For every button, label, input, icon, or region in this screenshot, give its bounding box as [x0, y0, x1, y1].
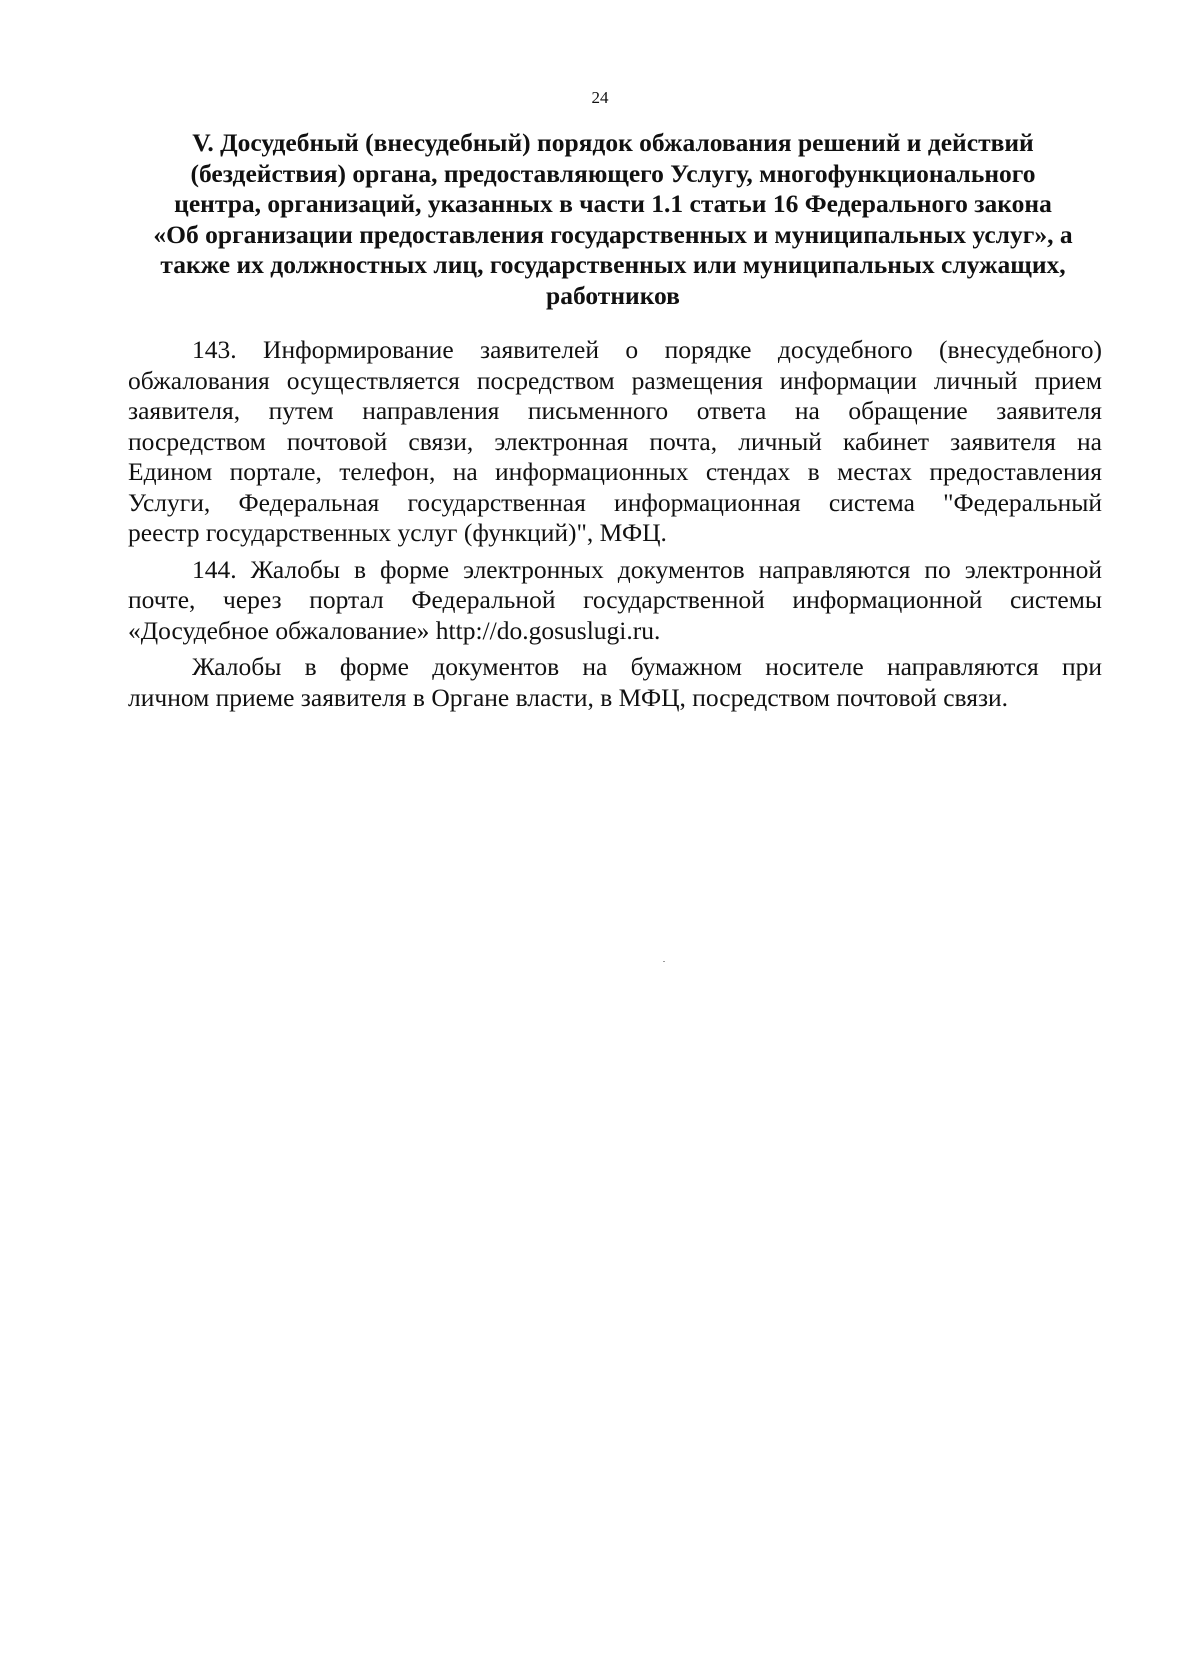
section-heading-line: V. Досудебный (внесудебный) порядок обжалования решений и действий	[192, 128, 1034, 157]
section-heading-line: центра, организаций, указанных в части 1.1 статьи 16 Федерального закона	[174, 189, 1052, 219]
section-heading-line: «Об организации предоставления государственных и муниципальных услуг», а	[153, 219, 1073, 249]
paragraph-line: обжалования осуществляется посредством размещения информации личный прием	[128, 365, 1102, 395]
paragraph-143	[128, 335, 1102, 549]
section-heading-line: работников	[546, 280, 680, 310]
scan-artifact	[663, 961, 665, 962]
paragraph-paper-complaints	[128, 652, 1102, 713]
paragraph-line: почте, через портал Федеральной государственной информационной системы	[128, 585, 1102, 614]
section-heading-line: (бездействия) органа, предоставляющего Услугу, многофункционального	[190, 158, 1036, 188]
section-heading	[124, 128, 1102, 312]
paragraph-line: Жалобы в форме документов на бумажном носителе направляются при	[192, 652, 1102, 681]
section-heading-line: также их должностных лиц, государственных или муниципальных служащих,	[160, 250, 1066, 280]
paragraph-line: 143. Информирование заявителей о порядке досудебного (внесудебного)	[192, 335, 1102, 364]
paragraph-line: заявителя, путем направления письменного ответа на обращение заявителя	[128, 396, 1102, 425]
paragraph-line: реестр государственных услуг (функций)", МФЦ.	[128, 518, 667, 547]
paragraph-line: посредством почтовой связи, электронная почта, личный кабинет заявителя на	[128, 426, 1102, 456]
paragraph-line: Едином портале, телефон, на информационных стендах в местах предоставления	[128, 457, 1102, 486]
body-text	[128, 335, 1102, 719]
page-number: 24	[591, 88, 609, 107]
paragraph-line: Услуги, Федеральная государственная информационная система "Федеральный	[128, 487, 1102, 517]
paragraph-144	[128, 555, 1102, 647]
paragraph-line: 144. Жалобы в форме электронных документов направляются по электронной	[192, 554, 1102, 584]
paragraph-line: «Досудебное обжалование» http://do.gosuslugi.ru.	[128, 615, 661, 645]
paragraph-line: личном приеме заявителя в Органе власти, в МФЦ, посредством почтовой связи.	[128, 682, 1009, 712]
